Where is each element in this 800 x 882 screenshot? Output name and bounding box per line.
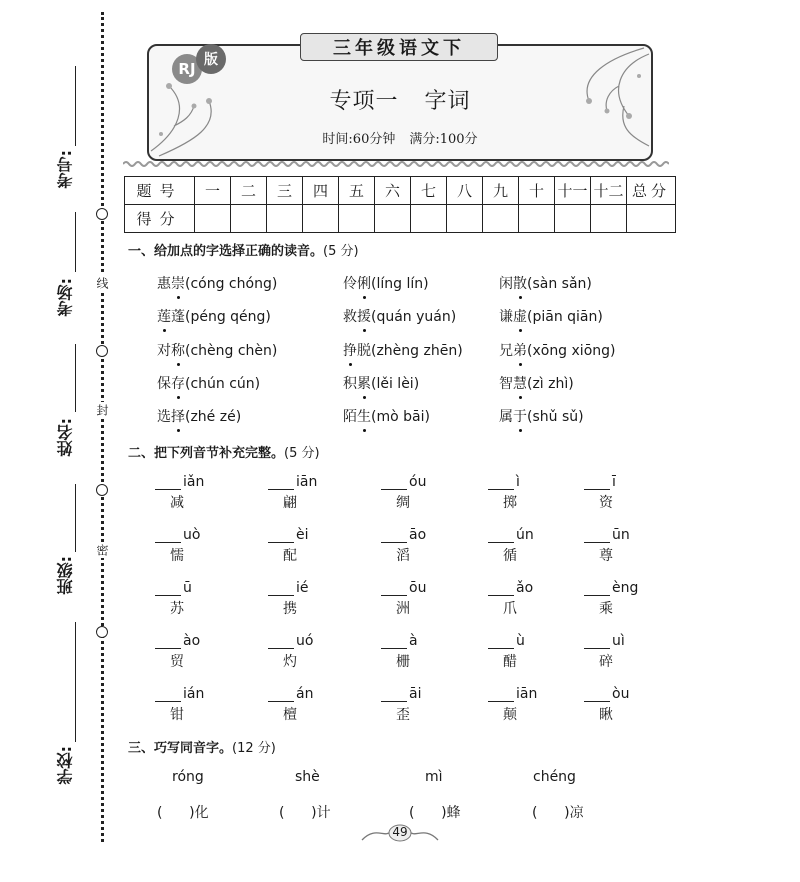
fill-char: 化 xyxy=(194,805,209,821)
word-char: 脱 xyxy=(357,343,371,359)
initial-blank[interactable] xyxy=(488,634,514,649)
word-char: 属 xyxy=(499,409,513,425)
syllable-char: 绸 xyxy=(396,495,410,511)
edition-badge: RJ xyxy=(172,54,202,84)
section-3-heading xyxy=(128,737,276,756)
section-points: (12 分) xyxy=(232,741,276,756)
syllable-pinyin xyxy=(155,472,215,490)
class-label: 班级: xyxy=(56,556,75,595)
syllable-pinyin xyxy=(381,578,441,596)
syllable-item xyxy=(381,525,441,565)
pinyin-options[interactable]: (chèng chèn) xyxy=(185,343,278,359)
pinyin-options[interactable]: (quán yuán) xyxy=(371,309,457,325)
reading-choice-item xyxy=(499,273,592,293)
question-number-cell: 三 xyxy=(267,177,303,205)
syllable-item xyxy=(381,472,441,512)
syllable-item xyxy=(584,684,644,724)
question-number-cell: 一 xyxy=(195,177,231,205)
score-cell[interactable] xyxy=(375,205,411,233)
pinyin-options[interactable]: (mò bāi) xyxy=(371,409,430,425)
initial-blank[interactable] xyxy=(584,581,610,596)
syllable-char: 歪 xyxy=(396,707,410,723)
school-field[interactable] xyxy=(75,622,76,742)
syllable-item xyxy=(381,684,441,724)
syllable-char: 乘 xyxy=(599,601,613,617)
syllable-item xyxy=(488,578,548,618)
reading-choice-item xyxy=(157,373,260,393)
wavy-divider xyxy=(123,160,669,168)
fill-char: 凉 xyxy=(569,805,584,821)
initial-blank[interactable] xyxy=(268,528,294,543)
school-label: 学校: xyxy=(56,746,75,785)
initial-blank[interactable] xyxy=(155,634,181,649)
syllable-item xyxy=(488,472,548,512)
syllable-item xyxy=(584,631,644,671)
pinyin-options[interactable]: (zì zhì) xyxy=(527,376,574,392)
reading-choice-item xyxy=(157,340,277,360)
full-score: 满分:100分 xyxy=(409,132,478,147)
syllable-final: ì xyxy=(516,474,520,490)
syllable-item xyxy=(155,578,215,618)
exam-room-field[interactable] xyxy=(75,212,76,272)
dotted-char: 崇 xyxy=(171,273,185,293)
row-head: 题号 xyxy=(125,177,195,205)
page-title xyxy=(0,84,800,115)
word-char: 谦 xyxy=(499,309,513,325)
word-char: 惠 xyxy=(157,276,171,292)
score-cell[interactable] xyxy=(447,205,483,233)
unit-label: 专项一 xyxy=(329,89,399,114)
syllable-final: iān xyxy=(296,474,318,490)
syllable-char: 苏 xyxy=(170,601,184,617)
syllable-final: ūn xyxy=(612,527,630,543)
dotted-char: 于 xyxy=(513,406,527,426)
syllable-char: 减 xyxy=(170,495,184,511)
word-char: 保 xyxy=(157,376,171,392)
score-cell[interactable] xyxy=(231,205,267,233)
syllable-pinyin xyxy=(584,578,644,596)
syllable-char: 尊 xyxy=(599,548,613,564)
initial-blank[interactable] xyxy=(268,581,294,596)
dotted-char: 援 xyxy=(357,306,371,326)
syllable-char: 栅 xyxy=(396,654,410,670)
initial-blank[interactable] xyxy=(584,475,610,490)
exam-room-label: 考场: xyxy=(56,278,75,317)
syllable-pinyin xyxy=(381,472,441,490)
pinyin-prompt: róng xyxy=(172,769,204,785)
syllable-item xyxy=(381,578,441,618)
word-char: 伶 xyxy=(343,276,357,292)
section-title: 一、给加点的字选择正确的读音。 xyxy=(128,244,324,259)
homophone-fill xyxy=(532,802,584,822)
syllable-pinyin xyxy=(584,631,644,649)
row-head: 得分 xyxy=(125,205,195,233)
dotted-char: 莲 xyxy=(157,306,171,326)
word-char: 蓬 xyxy=(171,309,185,325)
syllable-char: 滔 xyxy=(396,548,410,564)
syllable-final: óu xyxy=(409,474,427,490)
syllable-char: 颠 xyxy=(503,707,517,723)
dotted-char: 生 xyxy=(357,406,371,426)
syllable-item xyxy=(584,578,644,618)
syllable-char: 钳 xyxy=(170,707,184,723)
syllable-char: 爪 xyxy=(503,601,517,617)
syllable-pinyin xyxy=(268,525,328,543)
pinyin-options[interactable]: (líng lín) xyxy=(371,276,429,292)
score-table xyxy=(124,176,676,233)
homophone-fill xyxy=(157,802,209,822)
syllable-char: 醋 xyxy=(503,654,517,670)
fill-char: 计 xyxy=(316,805,331,821)
initial-blank[interactable] xyxy=(488,581,514,596)
dotted-char: 慧 xyxy=(513,373,527,393)
syllable-final: ián xyxy=(183,686,205,702)
syllable-final: ào xyxy=(183,633,201,649)
syllable-final: āo xyxy=(409,527,427,543)
syllable-item xyxy=(268,578,328,618)
initial-blank[interactable] xyxy=(488,687,514,702)
fill-char: 蜂 xyxy=(446,805,461,821)
syllable-item xyxy=(584,472,644,512)
syllable-final: ǎo xyxy=(516,580,534,596)
syllable-char: 配 xyxy=(283,548,297,564)
initial-blank[interactable] xyxy=(381,528,407,543)
syllable-pinyin xyxy=(488,525,548,543)
question-number-cell: 二 xyxy=(231,177,267,205)
reading-choice-item xyxy=(499,406,584,426)
syllable-final: án xyxy=(296,686,314,702)
question-number-cell: 十一 xyxy=(555,177,591,205)
section-title: 二、把下列音节补充完整。 xyxy=(128,446,285,461)
reading-choice-item xyxy=(157,306,271,326)
name-label: 姓名: xyxy=(56,418,75,457)
pinyin-options[interactable]: (xōng xiōng) xyxy=(527,343,616,359)
syllable-final: èng xyxy=(612,580,639,596)
binding-hole xyxy=(96,626,108,638)
word-char: 对 xyxy=(157,343,171,359)
syllable-char: 贸 xyxy=(170,654,184,670)
score-cell[interactable] xyxy=(411,205,447,233)
syllable-item xyxy=(488,525,548,565)
syllable-final: ié xyxy=(296,580,309,596)
syllable-final: iān xyxy=(516,686,538,702)
binding-hole xyxy=(96,484,108,496)
edition-suffix-badge: 版 xyxy=(196,44,226,74)
syllable-final: òu xyxy=(612,686,630,702)
total-score-cell[interactable] xyxy=(627,205,676,233)
syllable-item xyxy=(268,472,328,512)
syllable-pinyin xyxy=(268,578,328,596)
answer-blank[interactable]: ( ) xyxy=(409,805,447,821)
cut-mark: 密 xyxy=(95,544,109,556)
syllable-char: 资 xyxy=(599,495,613,511)
syllable-pinyin xyxy=(381,525,441,543)
syllable-final: ún xyxy=(516,527,534,543)
syllable-char: 循 xyxy=(503,548,517,564)
syllable-char: 瞅 xyxy=(599,707,613,723)
syllable-final: ōu xyxy=(409,580,427,596)
exam-number-label: 考号: xyxy=(56,150,75,189)
initial-blank[interactable] xyxy=(268,634,294,649)
section-points: (5 分) xyxy=(284,446,320,461)
syllable-pinyin xyxy=(584,525,644,543)
question-number-cell: 九 xyxy=(483,177,519,205)
class-field[interactable] xyxy=(75,484,76,552)
syllable-pinyin xyxy=(155,525,215,543)
section-1-heading xyxy=(128,240,359,259)
page-number: 49 xyxy=(392,825,408,839)
dotted-char: 存 xyxy=(171,373,185,393)
pinyin-options[interactable]: (sàn sǎn) xyxy=(527,276,592,292)
initial-blank[interactable] xyxy=(155,687,181,702)
syllable-final: āi xyxy=(409,686,422,702)
question-number-cell: 五 xyxy=(339,177,375,205)
initial-blank[interactable] xyxy=(155,475,181,490)
homophone-fill xyxy=(409,802,461,822)
syllable-pinyin xyxy=(488,684,548,702)
syllable-pinyin xyxy=(155,578,215,596)
reading-choice-item xyxy=(343,373,419,393)
question-number-cell: 八 xyxy=(447,177,483,205)
pinyin-options[interactable]: (chún cún) xyxy=(185,376,261,392)
syllable-pinyin xyxy=(381,631,441,649)
reading-choice-item xyxy=(499,340,615,360)
score-cell[interactable] xyxy=(555,205,591,233)
binding-hole xyxy=(96,345,108,357)
section-title: 三、巧写同音字。 xyxy=(128,741,233,756)
syllable-final: uò xyxy=(183,527,201,543)
syllable-item xyxy=(155,525,215,565)
pinyin-prompt: mì xyxy=(425,769,443,785)
word-char: 救 xyxy=(343,309,357,325)
syllable-final: uì xyxy=(612,633,625,649)
initial-blank[interactable] xyxy=(268,475,294,490)
initial-blank[interactable] xyxy=(488,528,514,543)
score-row xyxy=(125,205,676,233)
syllable-char: 灼 xyxy=(283,654,297,670)
syllable-char: 懦 xyxy=(170,548,184,564)
syllable-item xyxy=(268,684,328,724)
initial-blank[interactable] xyxy=(584,687,610,702)
syllable-char: 翩 xyxy=(283,495,297,511)
syllable-pinyin xyxy=(155,631,215,649)
syllable-pinyin xyxy=(488,631,548,649)
pinyin-options[interactable]: (zhèng zhēn) xyxy=(371,343,463,359)
score-cell[interactable] xyxy=(195,205,231,233)
pinyin-prompt: shè xyxy=(295,769,320,785)
pinyin-options[interactable]: (lěi lèi) xyxy=(371,376,420,392)
time-limit: 时间:60分钟 xyxy=(322,132,396,147)
section-points: (5 分) xyxy=(323,244,359,259)
dotted-char: 累 xyxy=(357,373,371,393)
dotted-char: 择 xyxy=(171,406,185,426)
initial-blank[interactable] xyxy=(381,687,407,702)
question-number-cell: 十二 xyxy=(591,177,627,205)
dotted-char: 挣 xyxy=(343,340,357,360)
syllable-pinyin xyxy=(488,578,548,596)
question-number-cell: 四 xyxy=(303,177,339,205)
word-char: 选 xyxy=(157,409,171,425)
answer-blank[interactable]: ( ) xyxy=(532,805,570,821)
syllable-item xyxy=(268,525,328,565)
initial-blank[interactable] xyxy=(381,581,407,596)
syllable-item xyxy=(155,472,215,512)
syllable-char: 携 xyxy=(283,601,297,617)
cut-mark: 线 xyxy=(95,277,109,289)
grade-title: 三年级语文下 xyxy=(300,33,498,61)
syllable-pinyin xyxy=(584,684,644,702)
pinyin-options[interactable]: (zhé zé) xyxy=(185,409,242,425)
syllable-final: ù xyxy=(516,633,525,649)
initial-blank[interactable] xyxy=(584,528,610,543)
section-2-heading xyxy=(128,442,320,461)
reading-choice-item xyxy=(343,306,456,326)
exam-meta xyxy=(0,128,800,147)
initial-blank[interactable] xyxy=(268,687,294,702)
initial-blank[interactable] xyxy=(155,581,181,596)
syllable-item xyxy=(584,525,644,565)
syllable-char: 掷 xyxy=(503,495,517,511)
name-field[interactable] xyxy=(75,344,76,412)
syllable-final: ī xyxy=(612,474,616,490)
pinyin-options[interactable]: (cóng chóng) xyxy=(185,276,278,292)
syllable-char: 檀 xyxy=(283,707,297,723)
total-head: 总分 xyxy=(627,177,676,205)
dotted-char: 俐 xyxy=(357,273,371,293)
syllable-pinyin xyxy=(381,684,441,702)
syllable-pinyin xyxy=(268,631,328,649)
syllable-item xyxy=(155,684,215,724)
syllable-final: èi xyxy=(296,527,309,543)
initial-blank[interactable] xyxy=(155,528,181,543)
pinyin-options[interactable]: (piān qiān) xyxy=(527,309,603,325)
dotted-char: 散 xyxy=(513,273,527,293)
reading-choice-item xyxy=(499,373,574,393)
syllable-pinyin xyxy=(155,684,215,702)
page-number-ornament xyxy=(360,822,440,844)
score-cell[interactable] xyxy=(267,205,303,233)
word-char: 闲 xyxy=(499,276,513,292)
word-char: 陌 xyxy=(343,409,357,425)
dotted-char: 弟 xyxy=(513,340,527,360)
syllable-final: uó xyxy=(296,633,314,649)
binding-hole xyxy=(96,208,108,220)
pinyin-options[interactable]: (péng qéng) xyxy=(185,309,271,325)
score-cell[interactable] xyxy=(483,205,519,233)
homophone-fill xyxy=(279,802,331,822)
question-number-cell: 七 xyxy=(411,177,447,205)
syllable-pinyin xyxy=(584,472,644,490)
initial-blank[interactable] xyxy=(381,475,407,490)
syllable-item xyxy=(488,684,548,724)
syllable-pinyin xyxy=(268,472,328,490)
reading-choice-item xyxy=(499,306,603,326)
initial-blank[interactable] xyxy=(381,634,407,649)
syllable-final: iǎn xyxy=(183,474,205,490)
reading-choice-item xyxy=(157,273,277,293)
question-number-cell: 六 xyxy=(375,177,411,205)
syllable-item xyxy=(488,631,548,671)
initial-blank[interactable] xyxy=(488,475,514,490)
answer-blank[interactable]: ( ) xyxy=(279,805,317,821)
syllable-item xyxy=(155,631,215,671)
syllable-pinyin xyxy=(268,684,328,702)
syllable-final: ū xyxy=(183,580,192,596)
dotted-char: 虚 xyxy=(513,306,527,326)
reading-choice-item xyxy=(343,273,429,293)
initial-blank[interactable] xyxy=(584,634,610,649)
answer-blank[interactable]: ( ) xyxy=(157,805,195,821)
topic-label: 字词 xyxy=(424,89,471,114)
score-cell[interactable] xyxy=(591,205,627,233)
word-char: 智 xyxy=(499,376,513,392)
syllable-final: à xyxy=(409,633,418,649)
syllable-item xyxy=(268,631,328,671)
reading-choice-item xyxy=(343,406,430,426)
syllable-char: 碎 xyxy=(599,654,613,670)
cut-mark: 封 xyxy=(95,404,109,416)
pinyin-prompt: chéng xyxy=(533,769,576,785)
syllable-pinyin xyxy=(488,472,548,490)
score-cell[interactable] xyxy=(339,205,375,233)
pinyin-options[interactable]: (shǔ sǔ) xyxy=(527,409,584,425)
reading-choice-item xyxy=(343,340,463,360)
syllable-item xyxy=(381,631,441,671)
question-number-cell: 十 xyxy=(519,177,555,205)
dotted-char: 称 xyxy=(171,340,185,360)
syllable-char: 洲 xyxy=(396,601,410,617)
score-cell[interactable] xyxy=(303,205,339,233)
question-number-row xyxy=(125,177,676,205)
word-char: 兄 xyxy=(499,343,513,359)
word-char: 积 xyxy=(343,376,357,392)
reading-choice-item xyxy=(157,406,241,426)
score-cell[interactable] xyxy=(519,205,555,233)
